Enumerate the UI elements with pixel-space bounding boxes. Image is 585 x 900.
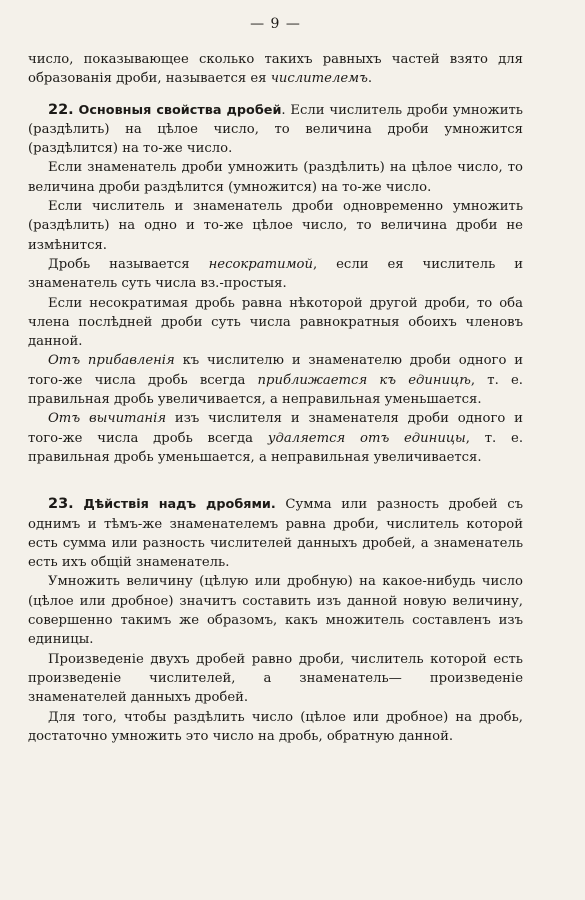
section-23-title: Дѣйствія надъ дробями. bbox=[83, 497, 276, 513]
p4-text-after: , если ея числитель и знаменатель суть числа вз.-простыя. bbox=[28, 256, 524, 292]
term-numerator: числителемъ bbox=[270, 71, 368, 87]
term-addition: Отъ прибавленія bbox=[48, 353, 175, 369]
continuation-text: число, показывающее сколько такихъ равныхъ частей взято для образованія дроби, называется ея bbox=[28, 52, 523, 87]
section-22-paragraph-6 bbox=[28, 351, 523, 409]
section-22-paragraph-7 bbox=[28, 409, 523, 467]
section-22-number: 22. bbox=[48, 101, 74, 118]
section-23-number: 23. bbox=[48, 496, 74, 513]
page-number: — 9 — bbox=[250, 16, 301, 32]
continuation-paragraph bbox=[28, 50, 523, 89]
section-23-intro-text: Сумма или разность дробей съ однимъ и тѣмъ-же знаменателемъ равна дроби, числитель которой есть сумма или разность числителей данныхъ дробей, а знаменатель есть ихъ общій знаменатель. bbox=[28, 497, 523, 571]
section-22-paragraph-5: Если несократимая дробь равна нѣкоторой другой дроби, то оба члена послѣдней дроби суть числа равнократныя обоихъ членовъ данной. bbox=[28, 295, 523, 350]
p6-text-after: , т. е. правильная дробь увеличивается, а неправильная уменьшается. bbox=[28, 372, 523, 408]
section-22-paragraph-3: Если числитель и знаменатель дроби одновременно умножить (раздѣлить) на одно и то-же цѣлое число, то величина дроби не измѣнится. bbox=[28, 199, 523, 253]
section-22-paragraph-4 bbox=[28, 255, 523, 294]
section-22-paragraph-2: Если знаменатель дроби умножить (раздѣлить) на цѣлое число, то величина дроби раздѣлится (умножится) на то-же число. bbox=[28, 160, 523, 195]
p7-text-after: , т. е. правильная дробь уменьшается, а неправильная увеличивается. bbox=[28, 430, 524, 465]
section-23-intro bbox=[28, 495, 523, 572]
term-irreducible: несократимой bbox=[208, 256, 313, 272]
p7-text-mid: изъ числителя и знаменателя дроби одного и того-же числа дробь всегда bbox=[28, 411, 523, 446]
continuation-end: . bbox=[367, 71, 373, 87]
section-23-paragraph-3: Произведеніе двухъ дробей равно дроби, числитель которой есть произведеніе числителей, а знаменатель— произведеніе знаменателей данныхъ дробей. bbox=[28, 651, 523, 706]
section-22-title-dot: . bbox=[281, 102, 286, 118]
p4-text-before: Дробь называется bbox=[48, 256, 209, 272]
section-22-intro bbox=[28, 101, 523, 159]
section-22-intro-text: Если числитель дроби умножить (раздѣлить) на цѣлое число, то величина дроби умножится (раздѣлится) на то-же число. bbox=[28, 102, 523, 157]
section-22-title: Основныя свойства дробей bbox=[78, 102, 282, 118]
p6-text-mid: къ числителю и знаменателю дроби одного и того-же числа дробь всегда bbox=[28, 353, 523, 388]
section-23-paragraph-2: Умножить величину (цѣлую или дробную) на какое-нибудь число (цѣлое или дробное) значитъ составить изъ данной новую величину, совершенно такимъ же образомъ, какъ множитель составленъ изъ единицы. bbox=[28, 574, 523, 648]
section-23-paragraph-4: Для того, чтобы раздѣлить число (цѣлое или дробное) на дробь, достаточно умножить это число на дробь, обратную данной. bbox=[28, 709, 523, 744]
term-approaches-unity: приближается къ единицѣ bbox=[257, 372, 471, 388]
term-subtraction: Отъ вычитанія bbox=[48, 411, 167, 427]
term-departs-unity: удаляется отъ единицы bbox=[267, 430, 466, 446]
